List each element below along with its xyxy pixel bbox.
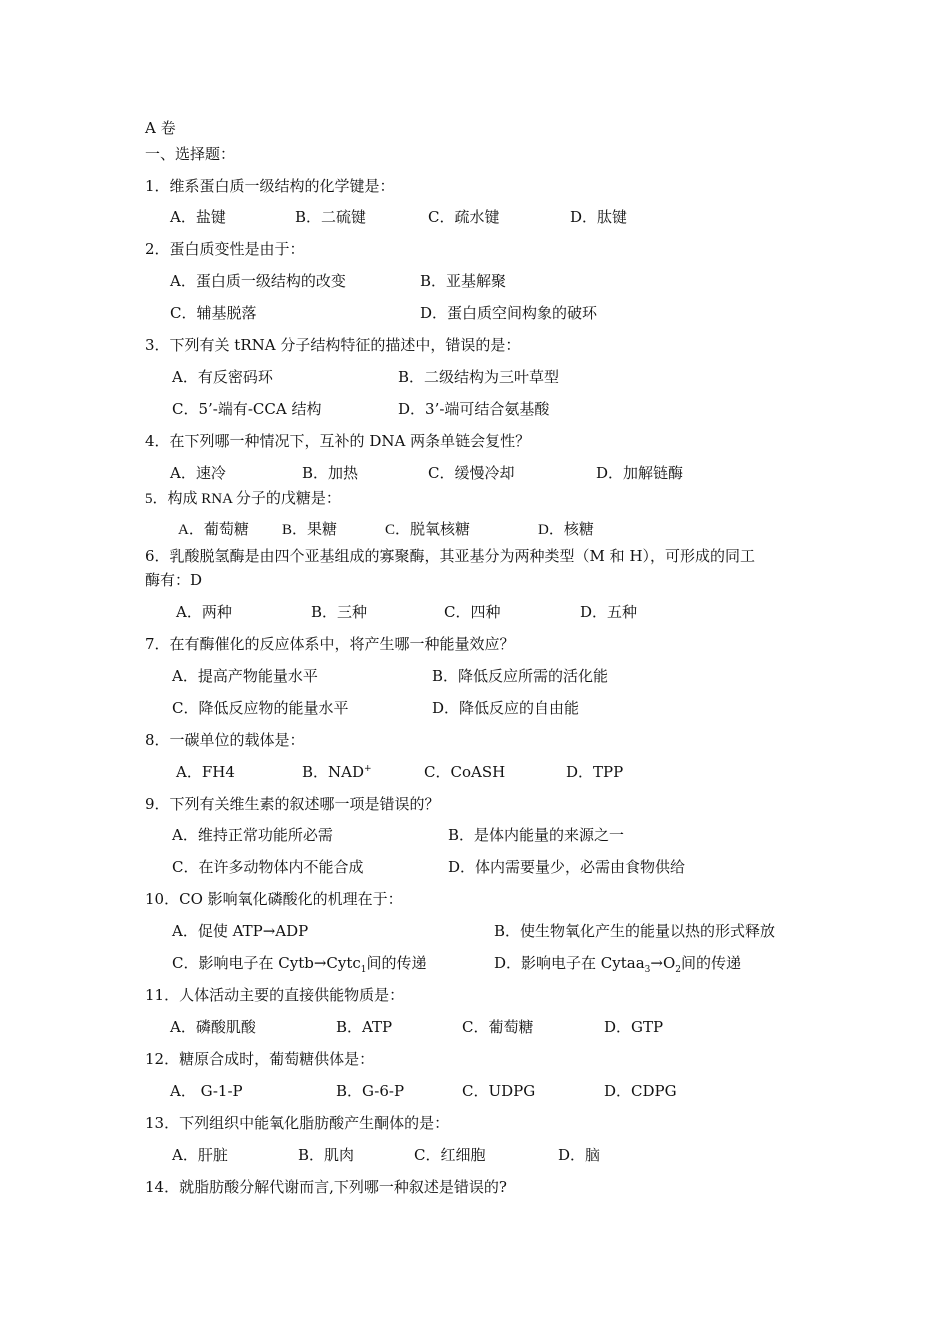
q10-option-d-text: D．影响电子在 Cytaa [494, 954, 645, 972]
q5-option-b: B．果糖 [282, 522, 338, 538]
q6-option-d: D．五种 [580, 603, 638, 621]
q1-option-c: C．疏水键 [428, 208, 500, 226]
q4-option-a: A．速冷 [170, 464, 226, 482]
q12-option-a: A． G-1-P [170, 1082, 243, 1100]
question-9-stem: 9．下列有关维生素的叙述哪一项是错误的？ [145, 795, 440, 813]
q6-option-a: A．两种 [176, 603, 232, 621]
q9-option-a: A．维持正常功能所必需 [172, 826, 333, 844]
question-5-stem: 5．构成 RNA 分子的戊糖是： [145, 491, 341, 507]
q10-option-a: A．促使 ATP→ADP [172, 922, 309, 940]
q8-option-b-text: B．NAD [302, 763, 365, 781]
q8-option-d: D．TPP [566, 763, 624, 781]
q2-option-d: D．蛋白质空间构象的破环 [420, 304, 598, 322]
q8-option-b-sup: + [364, 764, 372, 774]
question-11-stem: 11．人体活动主要的直接供能物质是： [145, 986, 405, 1004]
q12-option-c: C．UDPG [462, 1082, 536, 1100]
q5-option-d: D．核糖 [538, 522, 594, 538]
q3-option-d: D．3’-端可结合氨基酸 [398, 400, 550, 418]
q10-option-c-tail: 间的传递 [366, 954, 427, 972]
q10-option-c-sub: 1 [360, 965, 367, 975]
question-7-stem: 7．在有酶催化的反应体系中，将产生哪一种能量效应？ [145, 635, 515, 653]
q13-option-c: C．红细胞 [414, 1146, 486, 1164]
question-8-stem: 8．一碳单位的载体是： [145, 731, 305, 749]
q6-option-c: C．四种 [444, 603, 501, 621]
q7-option-a: A．提高产物能量水平 [172, 667, 318, 685]
q1-option-b: B．二硫键 [295, 208, 367, 226]
q12-option-b: B．G-6-P [336, 1082, 405, 1100]
question-3-stem: 3．下列有关 tRNA 分子结构特征的描述中，错误的是： [145, 336, 521, 354]
q4-option-b: B．加热 [302, 464, 359, 482]
q11-option-d: D．GTP [604, 1018, 664, 1036]
question-1-stem: 1．维系蛋白质一级结构的化学键是： [145, 177, 395, 195]
q3-option-c: C．5’-端有-CCA 结构 [172, 400, 322, 418]
q9-option-d: D．体内需要量少，必需由食物供给 [448, 858, 686, 876]
question-4-stem: 4．在下列哪一种情况下，互补的 DNA 两条单链会复性？ [145, 432, 531, 450]
q7-option-d: D．降低反应的自由能 [432, 699, 580, 717]
question-10-stem: 10．CO 影响氧化磷酸化的机理在于： [145, 890, 403, 908]
q9-option-b: B．是体内能量的来源之一 [448, 826, 625, 844]
q10-option-d-mid: →O [650, 954, 676, 972]
q10-option-d-sub: 3 [644, 965, 651, 975]
q3-option-b: B．二级结构为三叶草型 [398, 368, 560, 386]
q13-option-b: B．肌肉 [298, 1146, 355, 1164]
q3-option-a: A．有反密码环 [172, 368, 273, 386]
q12-option-d: D．CDPG [604, 1082, 677, 1100]
question-13-stem: 13．下列组织中能氧化脂肪酸产生酮体的是： [145, 1114, 450, 1132]
q11-option-c: C．葡萄糖 [462, 1018, 534, 1036]
question-6-stem: 6．乳酸脱氢酶是由四个亚基组成的寡聚酶，其亚基分为两种类型（M 和 H），可形成的同工 [145, 547, 756, 565]
q4-option-d: D．加解链酶 [596, 464, 684, 482]
question-12-stem: 12．糖原合成时，葡萄糖供体是： [145, 1050, 375, 1068]
q9-option-c: C．在许多动物体内不能合成 [172, 858, 364, 876]
paper-label: A 卷 [145, 119, 176, 137]
q10-option-d [494, 953, 741, 973]
q8-option-b [302, 762, 372, 782]
q1-option-d: D．肽键 [570, 208, 628, 226]
q13-option-a: A．肝脏 [172, 1146, 228, 1164]
q8-option-a: A．FH4 [176, 763, 235, 781]
q4-option-c: C．缓慢冷却 [428, 464, 515, 482]
q2-option-b: B．亚基解聚 [420, 272, 507, 290]
q11-option-a: A．磷酸肌酸 [170, 1018, 256, 1036]
q2-option-c: C．辅基脱落 [170, 304, 257, 322]
q6-option-b: B．三种 [311, 603, 368, 621]
q5-option-a: A．葡萄糖 [178, 522, 249, 538]
q1-option-a: A．盐键 [170, 208, 226, 226]
q5-option-c: C．脱氧核糖 [385, 522, 471, 538]
question-2-stem: 2．蛋白质变性是由于： [145, 240, 305, 258]
q7-option-b: B．降低反应所需的活化能 [432, 667, 609, 685]
q10-option-b: B．使生物氧化产生的能量以热的形式释放 [494, 922, 776, 940]
q11-option-b: B．ATP [336, 1018, 393, 1036]
q10-option-d-sub2: 2 [675, 965, 682, 975]
q10-option-d-tail: 间的传递 [681, 954, 742, 972]
q13-option-d: D．脑 [558, 1146, 601, 1164]
q10-option-c [172, 953, 427, 973]
question-14-stem: 14．就脂肪酸分解代谢而言,下列哪一种叙述是错误的? [145, 1178, 507, 1196]
q10-option-c-text: C．影响电子在 Cytb→Cytc [172, 954, 361, 972]
question-6-stem-cont: 酶有：D [145, 571, 203, 589]
section-title: 一、选择题： [145, 145, 236, 163]
q7-option-c: C．降低反应物的能量水平 [172, 699, 349, 717]
q2-option-a: A．蛋白质一级结构的改变 [170, 272, 346, 290]
q8-option-c: C．CoASH [424, 763, 506, 781]
